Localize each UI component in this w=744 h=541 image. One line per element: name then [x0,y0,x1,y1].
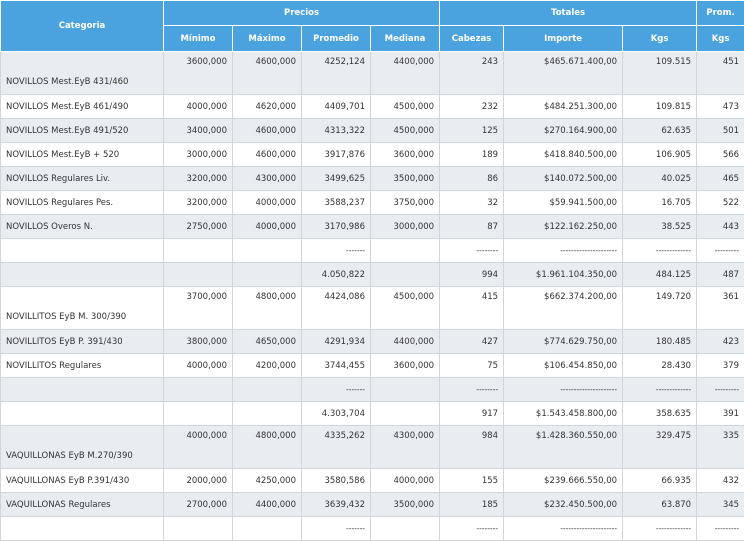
cell-maximo [233,239,302,263]
cell-promedio: 4424,086 [302,287,371,330]
cell-cabezas: 125 [440,119,504,143]
cell-kgs: 28.430 [623,354,697,378]
cell-mediana [371,239,440,263]
cell-maximo: 4400,000 [233,493,302,517]
table-row [1,239,744,263]
cell-prom-kgs: 423 [697,330,744,354]
cell-cabezas: 243 [440,52,504,95]
table-row [1,167,744,191]
cell-categoria: NOVILLOS Mest.EyB + 520 [1,143,164,167]
header-row-groups [1,1,744,26]
table-row [1,378,744,402]
cell-maximo: 4300,000 [233,167,302,191]
cell-kgs: 149.720 [623,287,697,330]
cell-importe: $484.251.300,00 [504,95,623,119]
cell-minimo: 3400,000 [164,119,233,143]
header-promedio: Promedio [302,26,371,52]
cell-importe: $1.961.104.350,00 [504,263,623,287]
cell-promedio: 4252,124 [302,52,371,95]
cell-importe: --------------------- [504,517,623,541]
header-categoria: Categoria [1,1,164,52]
cell-promedio: 3580,586 [302,469,371,493]
table-row [1,95,744,119]
cell-minimo [164,378,233,402]
cell-kgs: 329.475 [623,426,697,469]
cell-minimo [164,402,233,426]
cell-categoria [1,517,164,541]
cell-kgs: 38.525 [623,215,697,239]
cell-promedio: ------- [302,378,371,402]
cell-cabezas: 86 [440,167,504,191]
cell-prom-kgs: --------- [697,378,744,402]
cell-importe: $774.629.750,00 [504,330,623,354]
cell-kgs: 63.870 [623,493,697,517]
cell-importe: $1.543.458.800,00 [504,402,623,426]
cell-minimo: 3800,000 [164,330,233,354]
cell-categoria: NOVILLOS Mest.EyB 491/520 [1,119,164,143]
cell-importe: $418.840.500,00 [504,143,623,167]
cell-minimo: 3200,000 [164,167,233,191]
table-row [1,191,744,215]
cell-prom-kgs: 501 [697,119,744,143]
cell-categoria [1,239,164,263]
cell-cabezas: -------- [440,378,504,402]
cell-mediana [371,378,440,402]
cell-categoria: VAQUILLONAS EyB M.270/390 [1,426,164,469]
cell-importe: $270.164.900,00 [504,119,623,143]
cell-prom-kgs: 345 [697,493,744,517]
cell-promedio: 3744,455 [302,354,371,378]
cell-cabezas: -------- [440,239,504,263]
cell-promedio: 3588,237 [302,191,371,215]
cell-promedio: 4.303,704 [302,402,371,426]
cell-prom-kgs: 335 [697,426,744,469]
cell-prom-kgs: 487 [697,263,744,287]
cell-maximo: 4250,000 [233,469,302,493]
cell-importe: $465.671.400,00 [504,52,623,95]
cell-cabezas: 984 [440,426,504,469]
cell-importe: --------------------- [504,239,623,263]
cell-minimo: 3700,000 [164,287,233,330]
cell-promedio: 4313,322 [302,119,371,143]
table-row [1,469,744,493]
table-row [1,354,744,378]
header-importe: Importe [504,26,623,52]
cell-minimo: 3000,000 [164,143,233,167]
cell-minimo: 2000,000 [164,469,233,493]
cell-importe: --------------------- [504,378,623,402]
header-maximo: Máximo [233,26,302,52]
cell-cabezas: 87 [440,215,504,239]
cell-maximo [233,517,302,541]
cell-categoria [1,263,164,287]
cell-mediana: 3500,000 [371,167,440,191]
cell-prom-kgs: 465 [697,167,744,191]
cell-cabezas: 232 [440,95,504,119]
cell-promedio: 3170,986 [302,215,371,239]
table-row [1,215,744,239]
cell-kgs: 16.705 [623,191,697,215]
cell-minimo: 4000,000 [164,426,233,469]
header-totales: Totales [440,1,697,26]
cell-categoria [1,378,164,402]
cell-cabezas: 32 [440,191,504,215]
cell-categoria: NOVILLITOS Regulares [1,354,164,378]
cell-kgs: 40.025 [623,167,697,191]
cell-kgs: 358.635 [623,402,697,426]
cell-promedio: 4291,934 [302,330,371,354]
cell-kgs: ------------- [623,378,697,402]
cell-mediana: 3600,000 [371,143,440,167]
cell-prom-kgs: 451 [697,52,744,95]
cell-kgs: 66.935 [623,469,697,493]
cell-minimo: 2750,000 [164,215,233,239]
table-row [1,426,744,469]
cell-minimo [164,239,233,263]
cell-promedio: 4409,701 [302,95,371,119]
cell-importe: $122.162.250,00 [504,215,623,239]
cell-minimo: 3600,000 [164,52,233,95]
cell-cabezas: 75 [440,354,504,378]
cell-maximo: 4600,000 [233,119,302,143]
cell-maximo [233,402,302,426]
cell-categoria: NOVILLITOS EyB P. 391/430 [1,330,164,354]
cell-mediana: 3750,000 [371,191,440,215]
cell-minimo: 2700,000 [164,493,233,517]
cell-mediana: 3000,000 [371,215,440,239]
cell-importe: $232.450.500,00 [504,493,623,517]
cell-minimo: 3200,000 [164,191,233,215]
cell-mediana: 3500,000 [371,493,440,517]
cell-kgs: ------------- [623,517,697,541]
cell-mediana: 4500,000 [371,119,440,143]
cell-importe: $106.454.850,00 [504,354,623,378]
cell-mediana: 4400,000 [371,330,440,354]
cell-minimo [164,517,233,541]
cell-mediana: 4500,000 [371,95,440,119]
cell-kgs: 180.485 [623,330,697,354]
cell-categoria: VAQUILLONAS Regulares [1,493,164,517]
cell-minimo [164,263,233,287]
cell-kgs: 62.635 [623,119,697,143]
cell-kgs: 106.905 [623,143,697,167]
cell-maximo [233,263,302,287]
cell-importe: $1.428.360.550,00 [504,426,623,469]
cell-prom-kgs: 443 [697,215,744,239]
cell-categoria: NOVILLOS Overos N. [1,215,164,239]
cell-prom-kgs: 379 [697,354,744,378]
cell-promedio: 3917,876 [302,143,371,167]
cell-promedio: 3499,625 [302,167,371,191]
cell-maximo: 4650,000 [233,330,302,354]
cell-maximo: 4800,000 [233,287,302,330]
cell-kgs: 109.815 [623,95,697,119]
cell-kgs: 484.125 [623,263,697,287]
cell-maximo: 4600,000 [233,143,302,167]
cell-maximo: 4800,000 [233,426,302,469]
cell-mediana [371,263,440,287]
table-row [1,287,744,330]
cell-maximo: 4600,000 [233,52,302,95]
cell-cabezas: 189 [440,143,504,167]
cell-mediana [371,402,440,426]
cell-cabezas: 917 [440,402,504,426]
cell-cabezas: 185 [440,493,504,517]
table-row [1,143,744,167]
header-prom: Prom. [697,1,744,26]
cell-mediana: 3600,000 [371,354,440,378]
cell-mediana: 4500,000 [371,287,440,330]
table-row [1,330,744,354]
cell-categoria: NOVILLOS Regulares Pes. [1,191,164,215]
cell-prom-kgs: 432 [697,469,744,493]
cell-maximo [233,378,302,402]
cell-categoria: NOVILLITOS EyB M. 300/390 [1,287,164,330]
table-row [1,119,744,143]
table-row [1,52,744,95]
cell-prom-kgs: 361 [697,287,744,330]
cell-cabezas: 155 [440,469,504,493]
cell-categoria: VAQUILLONAS EyB P.391/430 [1,469,164,493]
cell-kgs: 109.515 [623,52,697,95]
cell-cabezas: 415 [440,287,504,330]
cell-promedio: 4335,262 [302,426,371,469]
cell-maximo: 4200,000 [233,354,302,378]
cell-promedio: 3639,432 [302,493,371,517]
cell-importe: $140.072.500,00 [504,167,623,191]
cell-prom-kgs: --------- [697,239,744,263]
cell-promedio: 4.050,822 [302,263,371,287]
cell-prom-kgs: 391 [697,402,744,426]
header-prom-kgs: Kgs [697,26,744,52]
cell-cabezas: -------- [440,517,504,541]
header-precios: Precios [164,1,440,26]
cell-prom-kgs: 566 [697,143,744,167]
cell-cabezas: 994 [440,263,504,287]
header-mediana: Mediana [371,26,440,52]
table-row [1,263,744,287]
cell-mediana: 4400,000 [371,52,440,95]
cell-mediana [371,517,440,541]
cell-prom-kgs: 522 [697,191,744,215]
table-row [1,493,744,517]
cell-maximo: 4000,000 [233,191,302,215]
cell-importe: $662.374.200,00 [504,287,623,330]
cell-categoria: NOVILLOS Mest.EyB 461/490 [1,95,164,119]
cell-mediana: 4300,000 [371,426,440,469]
cell-importe: $59.941.500,00 [504,191,623,215]
cell-prom-kgs: --------- [697,517,744,541]
cell-kgs: ------------- [623,239,697,263]
table-row [1,402,744,426]
cell-categoria [1,402,164,426]
cell-cabezas: 427 [440,330,504,354]
cell-minimo: 4000,000 [164,354,233,378]
header-minimo: Mínimo [164,26,233,52]
cell-importe: $239.666.550,00 [504,469,623,493]
cell-promedio: ------- [302,517,371,541]
cell-categoria: NOVILLOS Regulares Liv. [1,167,164,191]
header-cabezas: Cabezas [440,26,504,52]
cell-categoria: NOVILLOS Mest.EyB 431/460 [1,52,164,95]
cell-minimo: 4000,000 [164,95,233,119]
cell-maximo: 4000,000 [233,215,302,239]
table-body [1,52,744,541]
cell-prom-kgs: 473 [697,95,744,119]
header-kgs: Kgs [623,26,697,52]
cell-mediana: 4000,000 [371,469,440,493]
cell-promedio: ------- [302,239,371,263]
cell-maximo: 4620,000 [233,95,302,119]
table-row [1,517,744,541]
